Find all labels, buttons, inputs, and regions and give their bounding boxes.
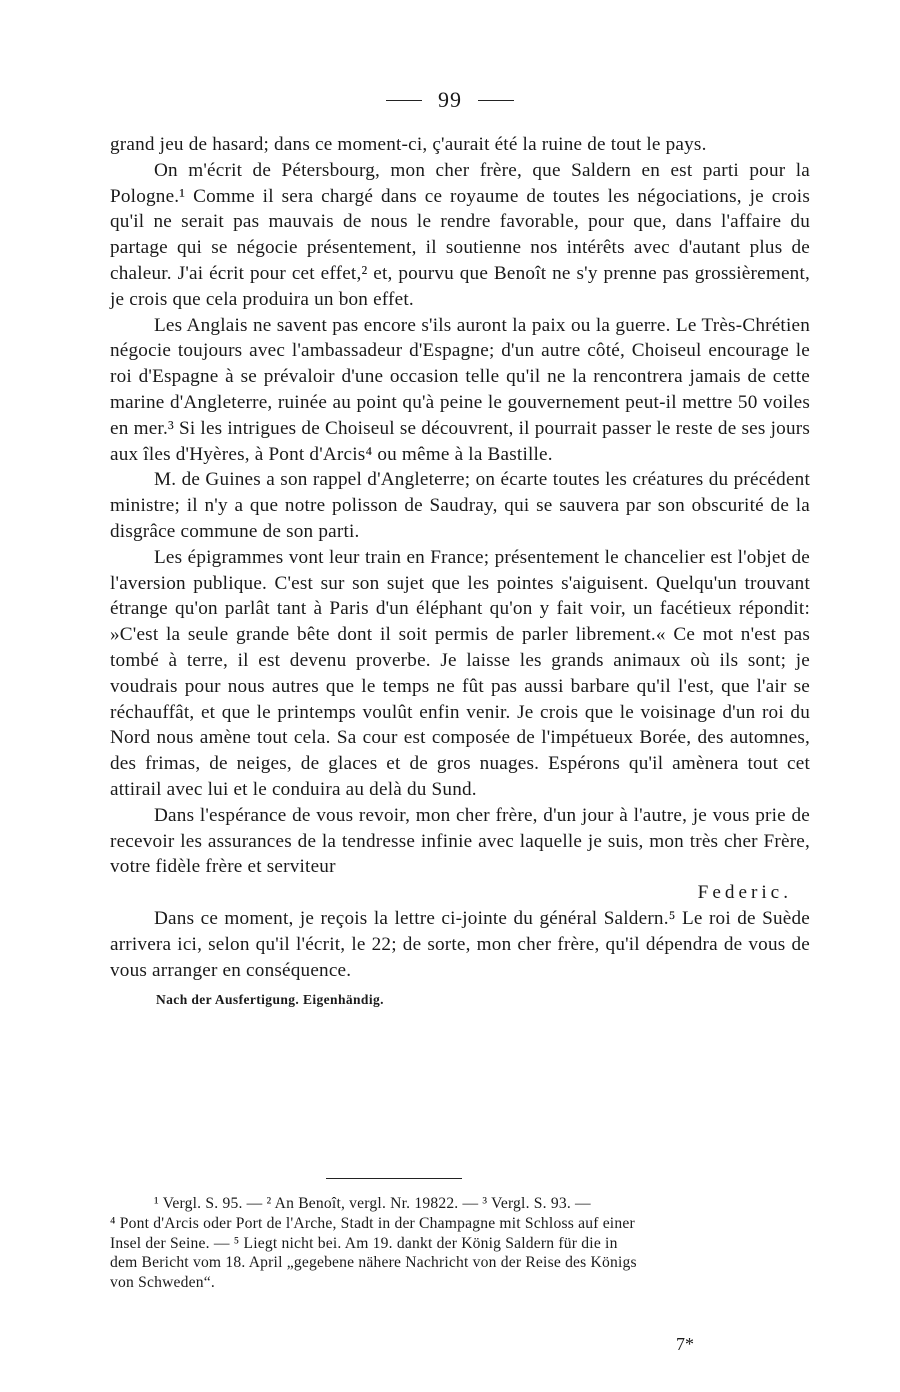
footnote-line: dem Bericht vom 18. April „gegebene nähere Nachricht von der Reise des Königs [110, 1254, 637, 1272]
footnote-line: ⁴ Pont d'Arcis oder Port de l'Arche, Stadt in der Champagne mit Schloss auf einer [110, 1214, 635, 1232]
source-note: Nach der Ausfertigung. Eigenhändig. [156, 992, 384, 1008]
paragraph-anglais: Les Anglais ne savent pas encore s'ils auront la paix ou la guerre. Le Très-Chrétien négocie toujours avec l'ambassadeur d'Espagne; d'un autre côté, Choiseul encourage le roi d'Espagne à se prévaloir d'une occasion telle qu'il ne la rencontrera jamais de cette marine d'Angleterre, ruinée au point qu'à peine le gouvernement peut-il mettre 50 voiles en mer.³ Si les intrigues de Choiseul se découvrent, il pourrait passer le reste de ses jours aux îles d'Hyères, à Pont d'Arcis⁴ ou même à la Bastille. [110, 314, 810, 465]
footnote-line: ¹ Vergl. S. 95. — ² An Benoît, vergl. Nr. 19822. — ³ Vergl. S. 93. — [154, 1195, 591, 1212]
page-header [0, 86, 900, 114]
footnotes [110, 1194, 812, 1293]
letter-body [110, 132, 810, 1011]
paragraph-continuation: grand jeu de hasard; dans ce moment-ci, ç'aurait été la ruine de tout le pays. [110, 134, 707, 155]
header-rule-left [386, 100, 422, 101]
paragraph-saldern: On m'écrit de Pétersbourg, mon cher frère, que Saldern en est parti pour la Pologne.¹ Comme il sera chargé dans ce royaume de toutes les négociations, je crois qu'il ne serait pas mauvais de nous le rendre favorable, pour que, dans l'affaire du partage qui se négocie présentement, il soutienne nos intérêts avec d'autant plus de chaleur. J'ai écrit pour cet effet,² et, pourvu que Benoît ne s'y prenne pas grossièrement, je crois que cela produira un bon effet. [110, 159, 810, 310]
header-rule-right [478, 100, 514, 101]
postscript: Dans ce moment, je reçois la lettre ci-jointe du général Saldern.⁵ Le roi de Suède arrivera ici, selon qu'il l'écrit, le 22; de sorte, mon cher frère, qu'il dépendra de vous de vous arranger en conséquence. [110, 907, 810, 981]
footnote-line: von Schweden“. [110, 1274, 215, 1292]
paragraph-epigrammes: Les épigrammes vont leur train en France; présentement le chancelier est l'objet de l'aversion publique. C'est sur son sujet que les pointes s'aiguisent. Quelqu'un trouvant étrange qu'on parlât tant à Paris d'un éléphant qu'on y fait voir, un facétieux répondit: »C'est la seule grande bête dont il soit permis de parler librement.« Ce mot n'est pas tombé à terre, il est devenu proverbe. Je laisse les grands animaux où ils sont; je voudrais pour nous autres que le temps ne fût pas aussi barbare qu'il l'est, que l'air se réchauffât, et que le printemps voulût enfin venir. Je crois que le voisinage d'un roi du Nord nous amène tout cela. Sa cour est composée de l'impétueux Borée, des automnes, des frimas, de neiges, de glaces et de gros nuages. Espérons qu'il amènera tout cet attirail avec lui et le conduira au delà du Sund. [110, 546, 810, 800]
footnote-separator [326, 1178, 462, 1179]
page-number: 99 [438, 87, 462, 112]
footnote-line: Insel der Seine. — ⁵ Liegt nicht bei. Am 19. dankt der König Saldern für die in [110, 1234, 618, 1252]
paragraph-closing: Dans l'espérance de vous revoir, mon cher frère, d'un jour à l'autre, je vous prie de recevoir les assurances de la tendresse infinie avec laquelle je suis, mon très cher Frère, votre fidèle frère et serviteur [110, 804, 810, 878]
signature-mark: 7* [676, 1334, 694, 1354]
paragraph-guines: M. de Guines a son rappel d'Angleterre; on écarte toutes les créatures du précédent ministre; il n'y a que notre polisson de Saudray, qui se sauvera par son obscurité de la disgrâce commune de son parti. [110, 469, 810, 542]
signature: Federic. [697, 882, 792, 904]
